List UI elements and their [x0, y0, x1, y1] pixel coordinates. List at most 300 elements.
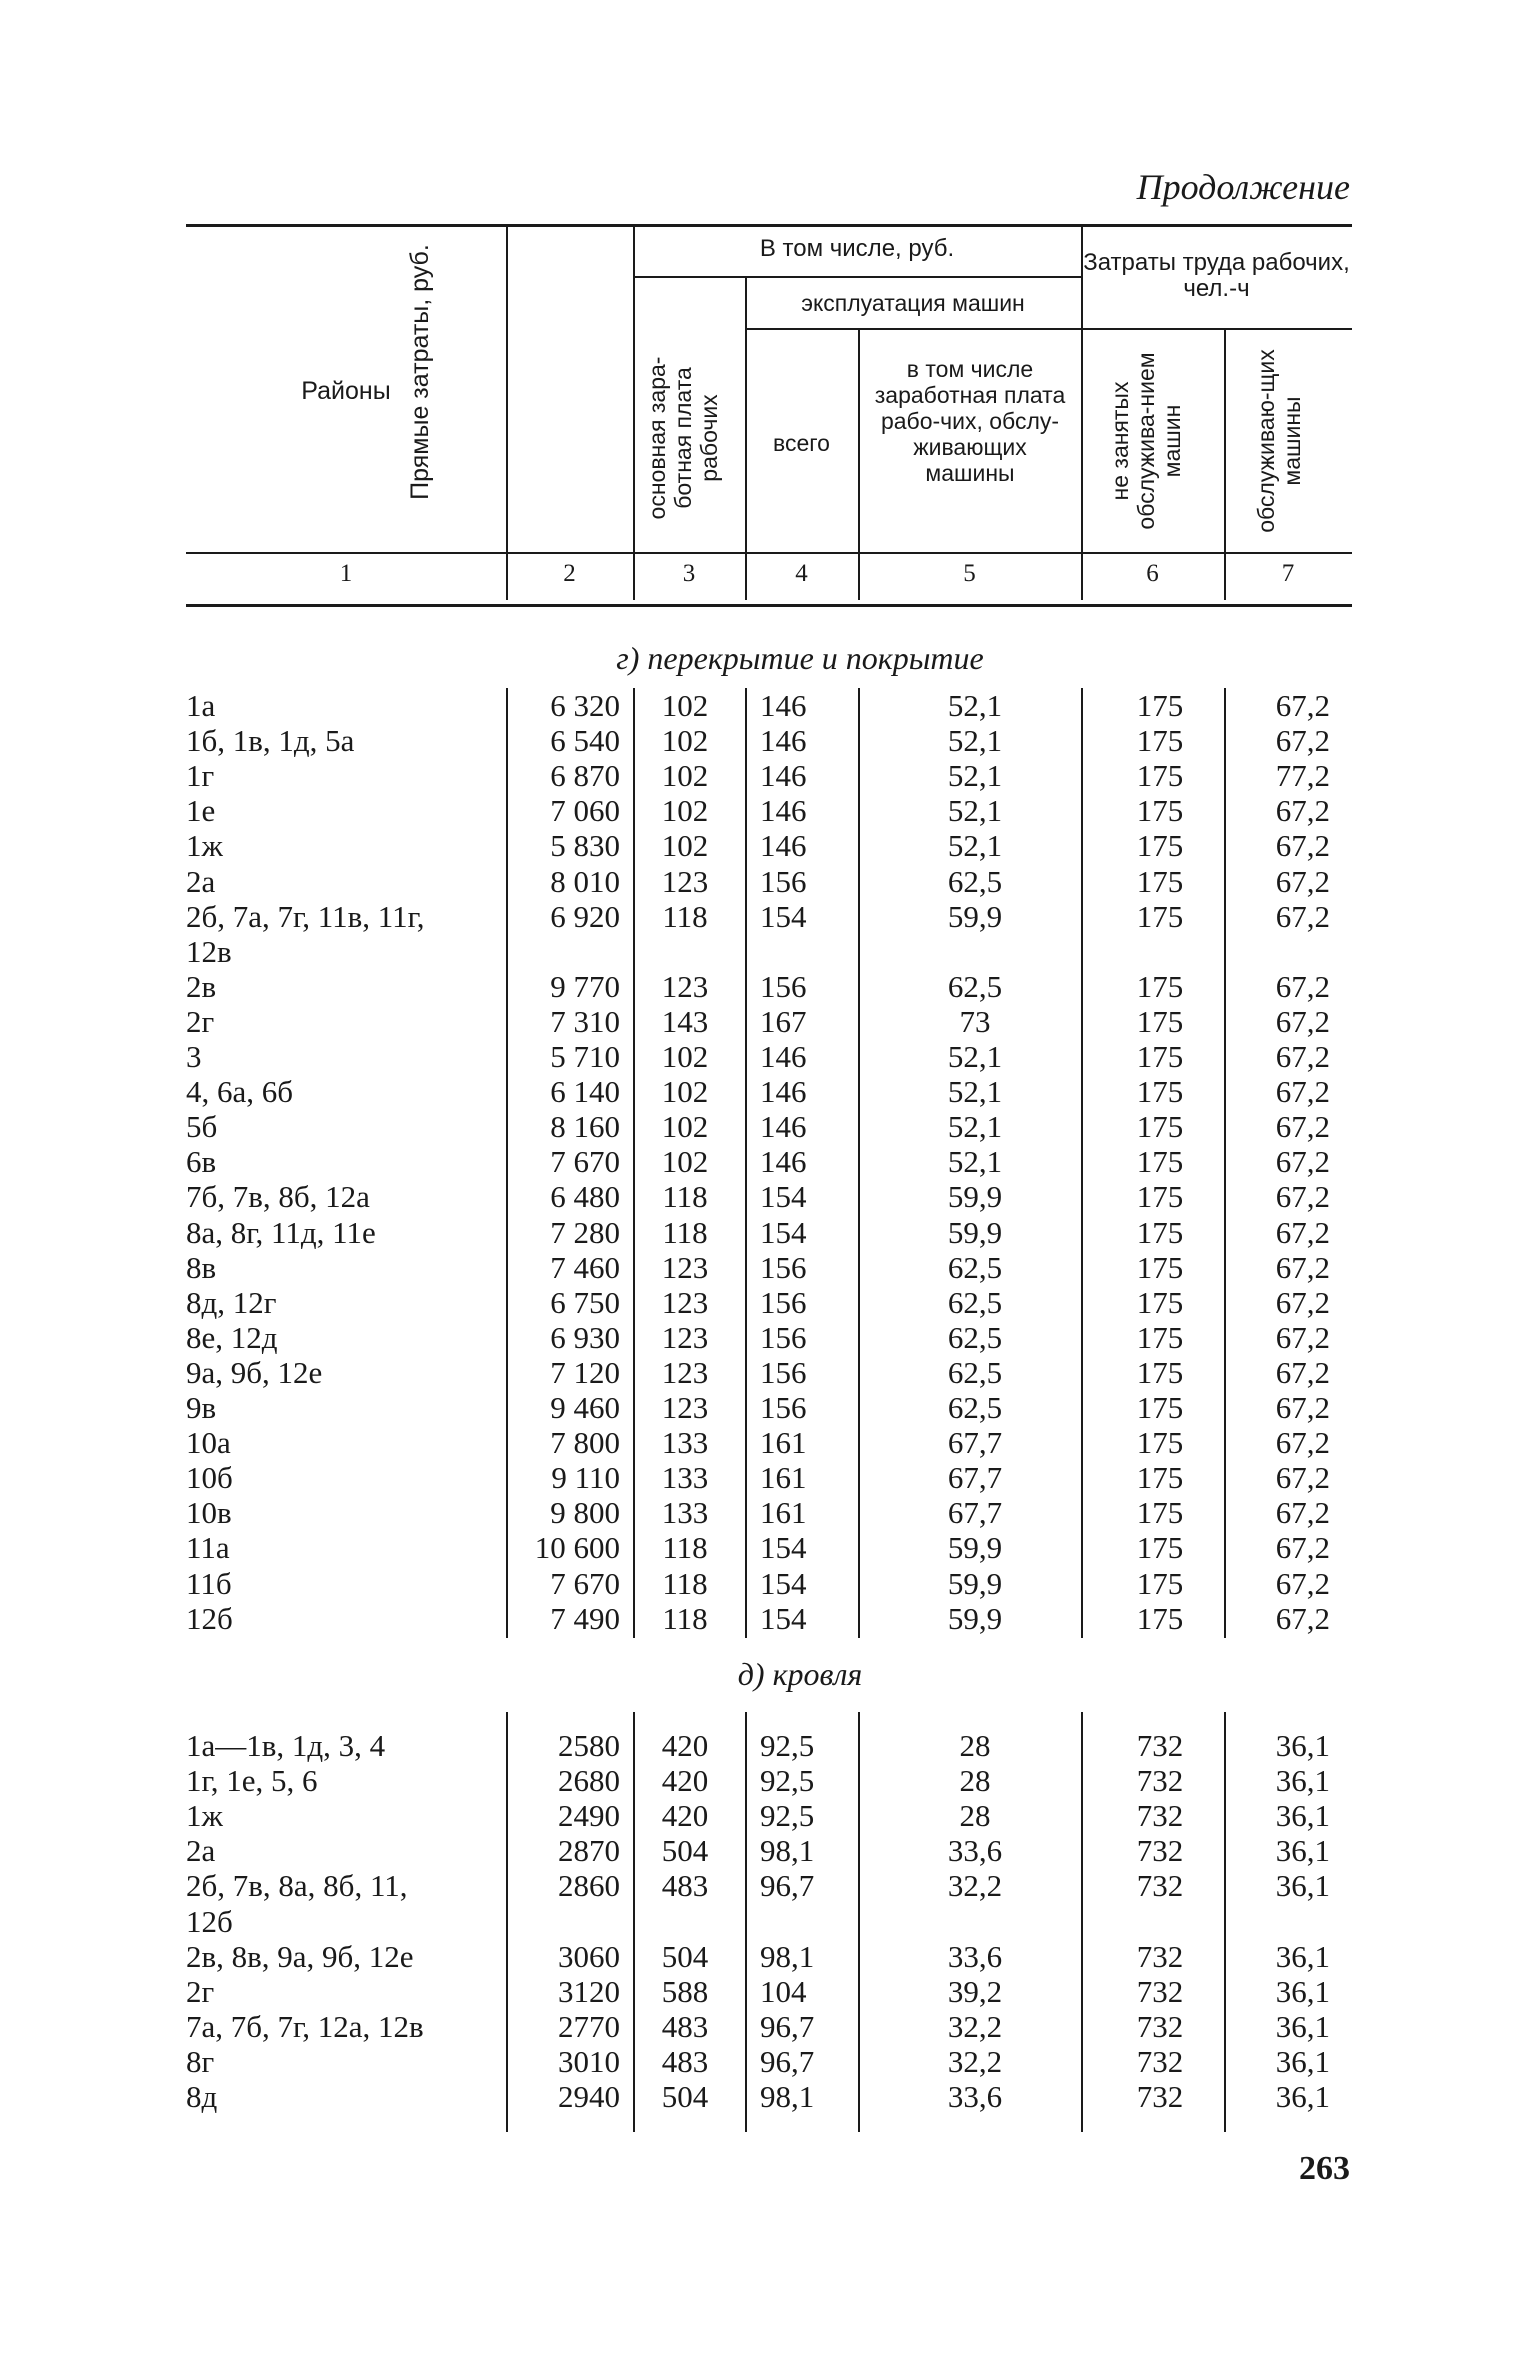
- table-cell-col1: 8д: [186, 2079, 218, 2114]
- table-cell-col1: 4, 6а, 6б: [186, 1074, 294, 1110]
- table-row: [0, 1144, 1536, 1179]
- table-cell-col7: 67,2: [1275, 1460, 1330, 1496]
- table-cell-col2: 6 480: [550, 1179, 620, 1215]
- table-cell-col4: 154: [760, 1600, 807, 1636]
- table-cell-col7: 67,2: [1275, 1109, 1330, 1145]
- table-cell-col6: 175: [1136, 1249, 1184, 1285]
- table-row: [0, 899, 1536, 934]
- table-cell-col5: 52,1: [947, 1039, 1003, 1074]
- table-cell-col2: 6 750: [550, 1284, 620, 1320]
- table-row: [0, 1460, 1536, 1495]
- table-cell-col2: 9 460: [550, 1390, 620, 1425]
- table-cell-col6: 175: [1136, 1354, 1184, 1390]
- table-row: [0, 1179, 1536, 1214]
- table-cell-col4: 161: [760, 1495, 807, 1531]
- table-row: [0, 2079, 1536, 2114]
- table-cell-col6: 732: [1136, 2079, 1184, 2114]
- table-row: [0, 864, 1536, 899]
- table-cell-col2: 3060: [558, 1938, 620, 1974]
- table-cell-col4: 92,5: [760, 1728, 815, 1763]
- table-cell-col3: 123: [661, 863, 709, 899]
- colnum-7: 7: [1281, 560, 1295, 587]
- table-cell-col3: 118: [662, 1214, 708, 1250]
- table-row: [0, 1763, 1536, 1798]
- table-cell-col7: 67,2: [1275, 1495, 1330, 1531]
- table-cell-col1: 8а, 8г, 11д, 11е: [186, 1214, 376, 1250]
- table-cell-col6: 175: [1136, 1284, 1184, 1320]
- table-cell-col5: 33,6: [947, 1938, 1003, 1974]
- table-cell-col4: 146: [760, 1109, 807, 1145]
- table-cell-col7: 67,2: [1275, 1003, 1330, 1039]
- table-row: [0, 688, 1536, 723]
- table-cell-col3: 102: [661, 1109, 709, 1145]
- table-cell-col6: 732: [1136, 1798, 1184, 1834]
- table-cell-col4: 146: [760, 758, 807, 794]
- colnum-2: 2: [563, 560, 576, 587]
- table-cell-col3: 143: [661, 1003, 709, 1039]
- header-incl: В том числе, руб.: [759, 235, 955, 262]
- table-cell-col6: 175: [1136, 1495, 1184, 1531]
- table-cell-col4: 154: [760, 1530, 807, 1566]
- table-cell-col4: 92,5: [760, 1798, 815, 1834]
- section-g-title: г) перекрытие и покрытие: [616, 640, 984, 676]
- table-cell-col6: 175: [1136, 1425, 1184, 1461]
- table-cell-col5: 59,9: [947, 1600, 1003, 1636]
- page-number: 263: [1299, 2150, 1350, 2187]
- table-row: [0, 1109, 1536, 1144]
- table-cell-col3: 123: [661, 1249, 709, 1285]
- table-cell-col2: 6 930: [550, 1319, 620, 1355]
- table-row: [0, 2044, 1536, 2079]
- table-cell-col4: 154: [760, 1179, 807, 1215]
- table-cell-col2: 2860: [558, 1868, 620, 1904]
- table-row: [0, 723, 1536, 758]
- table-row: [0, 2009, 1536, 2044]
- table-cell-col2: 10 600: [534, 1530, 620, 1566]
- table-cell-col3: 504: [661, 1938, 709, 1974]
- table-cell-col1: 10а: [186, 1425, 231, 1461]
- table-cell-col3: 123: [661, 1354, 709, 1390]
- section-d-title: д) кровля: [737, 1656, 863, 1692]
- table-cell-col2: 2770: [558, 2008, 620, 2044]
- table-cell-col2: 6 540: [550, 723, 620, 759]
- table-cell-col4: 154: [760, 1565, 807, 1601]
- table-cell-col6: 175: [1136, 1530, 1184, 1566]
- table-cell-col3: 102: [661, 688, 709, 723]
- table-cell-col7: 36,1: [1275, 1938, 1330, 1974]
- colnum-3: 3: [682, 560, 696, 587]
- table-cell-col4: 156: [760, 968, 807, 1004]
- table-cell-col4: 96,7: [760, 1868, 815, 1904]
- table-cell-col7: 67,2: [1275, 1425, 1330, 1461]
- table-cell-col5: 39,2: [947, 1973, 1003, 2009]
- table-cell-col4: 92,5: [760, 1763, 815, 1799]
- table-row: [0, 1039, 1536, 1074]
- table-cell-col2: 2940: [558, 2079, 620, 2114]
- table-cell-col2: 2490: [558, 1798, 620, 1834]
- table-cell-col6: 175: [1136, 863, 1184, 899]
- table-row: [0, 1939, 1536, 1974]
- table-cell-col6: 175: [1136, 793, 1184, 829]
- table-cell-col7: 67,2: [1275, 1249, 1330, 1285]
- table-cell-col3: 483: [661, 2043, 709, 2079]
- table-cell-col7: 67,2: [1275, 1319, 1330, 1355]
- table-row: [0, 1285, 1536, 1320]
- continuation-label: Продолжение: [1136, 167, 1350, 207]
- table-cell-col1: 2г: [186, 1003, 215, 1039]
- table-cell-col5: 52,1: [947, 723, 1003, 759]
- table-cell-col6: 732: [1136, 1868, 1184, 1904]
- table-cell-col2: 2870: [558, 1833, 620, 1869]
- table-cell-col7: 67,2: [1275, 968, 1330, 1004]
- table-cell-col2: 2580: [558, 1728, 620, 1763]
- table-cell-col6: 175: [1136, 1390, 1184, 1425]
- table-cell-col4: 161: [760, 1460, 807, 1496]
- table-cell-col1: 2а: [186, 863, 216, 899]
- header-exploit: эксплуатация машин: [801, 290, 1025, 316]
- table-cell-col5: 62,5: [947, 1249, 1003, 1285]
- table-cell-col1: 8г: [186, 2043, 215, 2079]
- table-cell-col5: 59,9: [947, 1214, 1003, 1250]
- table-cell-col5: 62,5: [947, 1284, 1003, 1320]
- table-cell-col2: 9 800: [550, 1495, 620, 1531]
- table-cell-col1: 3: [186, 1039, 202, 1074]
- table-cell-col4: 156: [760, 863, 807, 899]
- table-row: [0, 1320, 1536, 1355]
- table-cell-col1: 7а, 7б, 7г, 12а, 12в: [186, 2008, 424, 2044]
- table-cell-col6: 175: [1136, 1565, 1184, 1601]
- table-row: [0, 1798, 1536, 1833]
- table-cell-col7: 67,2: [1275, 863, 1330, 899]
- table-cell-col4: 154: [760, 898, 807, 934]
- table-cell-col1: 11б: [186, 1565, 232, 1601]
- table-cell-col7: 67,2: [1275, 1565, 1330, 1601]
- table-cell-col6: 175: [1136, 1144, 1184, 1180]
- table-cell-col1: 2в, 8в, 9а, 9б, 12е: [186, 1938, 414, 1974]
- header-top-rule: [186, 224, 1352, 227]
- table-cell-col4: 146: [760, 723, 807, 759]
- table-cell-col7: 67,2: [1275, 828, 1330, 864]
- table-cell-col1: 1г: [186, 758, 215, 794]
- table-cell-col7: 67,2: [1275, 723, 1330, 759]
- table-cell-col2: 6 320: [550, 688, 620, 723]
- table-row: [0, 1390, 1536, 1425]
- table-cell-col3: 102: [661, 723, 709, 759]
- table-cell-col4: 154: [760, 1214, 807, 1250]
- table-cell-col6: 732: [1136, 1763, 1184, 1799]
- table-cell-col6: 175: [1136, 1179, 1184, 1215]
- table-cell-col5: 62,5: [947, 863, 1003, 899]
- table-cell-col1: 1ж: [186, 1798, 223, 1834]
- table-cell-col6: 732: [1136, 1728, 1184, 1763]
- table-cell-col1: 2в: [186, 968, 217, 1004]
- table-cell-col1: 12в: [186, 933, 232, 969]
- colnum-6: 6: [1146, 560, 1159, 587]
- table-cell-col5: 59,9: [947, 898, 1003, 934]
- table-cell-col1: 10в: [186, 1495, 232, 1531]
- table-cell-col5: 33,6: [947, 2079, 1003, 2114]
- table-cell-col3: 133: [661, 1495, 709, 1531]
- table-row: [0, 1601, 1536, 1636]
- table-cell-col7: 67,2: [1275, 1600, 1330, 1636]
- table-cell-col1: 1а—1в, 1д, 3, 4: [186, 1728, 386, 1763]
- table-cell-col4: 156: [760, 1390, 807, 1425]
- table-cell-col2: 3010: [558, 2043, 620, 2079]
- table-cell-col1: 12б: [186, 1903, 233, 1939]
- table-cell-col5: 52,1: [947, 1109, 1003, 1145]
- table-row: [0, 1074, 1536, 1109]
- table-row: [0, 1004, 1536, 1039]
- table-cell-col7: 67,2: [1275, 1284, 1330, 1320]
- table-cell-col1: 2б, 7а, 7г, 11в, 11г,: [186, 898, 425, 934]
- exploit-rule: [745, 328, 1081, 330]
- table-cell-col1: 5б: [186, 1109, 218, 1145]
- table-cell-col3: 118: [662, 1530, 708, 1566]
- table-cell-col3: 102: [661, 793, 709, 829]
- table-cell-col4: 167: [760, 1003, 807, 1039]
- table-cell-col2: 6 920: [550, 898, 620, 934]
- table-cell-col7: 67,2: [1275, 688, 1330, 723]
- table-cell-col3: 133: [661, 1460, 709, 1496]
- table-cell-col2: 7 800: [550, 1425, 620, 1461]
- table-cell-col5: 28: [959, 1798, 991, 1834]
- table-cell-col1: 10б: [186, 1460, 233, 1496]
- numbers-bottom-rule: [186, 604, 1352, 607]
- header-regions: Районы: [301, 377, 391, 405]
- table-cell-col4: 98,1: [760, 2079, 815, 2114]
- table-cell-col4: 156: [760, 1284, 807, 1320]
- table-cell-col2: 7 490: [550, 1600, 620, 1636]
- table-cell-col5: 73: [959, 1003, 991, 1039]
- table-cell-col7: 36,1: [1275, 2008, 1330, 2044]
- header-serving: обслуживаю-щих машины: [1253, 349, 1305, 533]
- table-cell-col5: 59,9: [947, 1530, 1003, 1566]
- table-cell-col3: 118: [662, 1565, 708, 1601]
- table-cell-col7: 77,2: [1275, 758, 1330, 794]
- table-cell-col2: 7 120: [550, 1354, 620, 1390]
- table-cell-col1: 8е, 12д: [186, 1319, 278, 1355]
- table-cell-col7: 36,1: [1275, 1728, 1330, 1763]
- table-cell-col3: 504: [661, 2079, 709, 2114]
- table-cell-col5: 67,7: [947, 1460, 1003, 1496]
- table-cell-col3: 420: [661, 1798, 709, 1834]
- header-labor: Затраты труда рабочих, чел.-ч: [1083, 249, 1350, 302]
- colnum-1: 1: [339, 560, 353, 587]
- table-cell-col6: 175: [1136, 1319, 1184, 1355]
- table-cell-col1: 1ж: [186, 828, 223, 864]
- table-cell-col2: 7 060: [550, 793, 620, 829]
- table-row: [0, 1530, 1536, 1565]
- table-cell-col5: 52,1: [947, 758, 1003, 794]
- table-cell-col3: 420: [661, 1763, 709, 1799]
- table-cell-col5: 28: [959, 1728, 991, 1763]
- table-cell-col4: 146: [760, 828, 807, 864]
- table-cell-col3: 504: [661, 1833, 709, 1869]
- table-cell-col1: 9в: [186, 1390, 217, 1425]
- table-row: [0, 828, 1536, 863]
- header-direct: Прямые затраты, руб.: [406, 244, 434, 500]
- table-cell-col1: 7б, 7в, 8б, 12а: [186, 1179, 370, 1215]
- table-cell-col2: 2680: [558, 1763, 620, 1799]
- table-row: [0, 1728, 1536, 1763]
- table-cell-col6: 175: [1136, 968, 1184, 1004]
- table-cell-col1: 2а: [186, 1833, 216, 1869]
- table-row: [0, 1495, 1536, 1530]
- table-cell-col3: 118: [662, 898, 708, 934]
- table-cell-col7: 36,1: [1275, 1798, 1330, 1834]
- table-cell-col2: 9 110: [551, 1460, 620, 1496]
- table-cell-col5: 52,1: [947, 1144, 1003, 1180]
- table-cell-col4: 104: [760, 1973, 807, 2009]
- table-cell-col5: 62,5: [947, 968, 1003, 1004]
- table-cell-col2: 5 830: [550, 828, 620, 864]
- table-cell-col3: 102: [661, 758, 709, 794]
- header-total: всего: [773, 430, 830, 456]
- table-cell-col4: 98,1: [760, 1833, 815, 1869]
- table-row: [0, 1250, 1536, 1285]
- table-cell-col5: 62,5: [947, 1319, 1003, 1355]
- table-cell-col6: 175: [1136, 1460, 1184, 1496]
- table-cell-col2: 8 160: [550, 1109, 620, 1145]
- table-cell-col3: 123: [661, 1390, 709, 1425]
- table-row: [0, 1566, 1536, 1601]
- table-cell-col3: 420: [661, 1728, 709, 1763]
- table-cell-col6: 175: [1136, 723, 1184, 759]
- table-cell-col5: 32,2: [947, 2043, 1003, 2079]
- table-cell-col7: 36,1: [1275, 1833, 1330, 1869]
- table-row: [0, 1904, 1536, 1939]
- table-cell-col7: 67,2: [1275, 1390, 1330, 1425]
- table-cell-col1: 2г: [186, 1973, 215, 2009]
- table-cell-col7: 67,2: [1275, 793, 1330, 829]
- table-row: [0, 1355, 1536, 1390]
- table-cell-col5: 52,1: [947, 828, 1003, 864]
- table-cell-col7: 67,2: [1275, 1214, 1330, 1250]
- table-cell-col7: 67,2: [1275, 1074, 1330, 1110]
- table-row: [0, 793, 1536, 828]
- table-cell-col5: 32,2: [947, 1868, 1003, 1904]
- table-cell-col3: 123: [661, 968, 709, 1004]
- table-cell-col7: 36,1: [1275, 1973, 1330, 2009]
- table-cell-col6: 175: [1136, 688, 1184, 723]
- table-cell-col4: 156: [760, 1249, 807, 1285]
- table-cell-col7: 67,2: [1275, 1039, 1330, 1074]
- table-cell-col5: 32,2: [947, 2008, 1003, 2044]
- table-cell-col2: 5 710: [550, 1039, 620, 1074]
- table-cell-col4: 96,7: [760, 2008, 815, 2044]
- table-row: [0, 969, 1536, 1004]
- table-cell-col7: 36,1: [1275, 1868, 1330, 1904]
- table-cell-col5: 62,5: [947, 1354, 1003, 1390]
- table-cell-col5: 52,1: [947, 793, 1003, 829]
- table-cell-col6: 175: [1136, 1600, 1184, 1636]
- table-cell-col4: 161: [760, 1425, 807, 1461]
- table-cell-col5: 33,6: [947, 1833, 1003, 1869]
- table-cell-col3: 102: [661, 1074, 709, 1110]
- header-exploit-wage: в том числе заработная плата рабо-чих, обслу-живающих машины: [874, 356, 1066, 486]
- table-row: [0, 758, 1536, 793]
- table-cell-col1: 9а, 9б, 12е: [186, 1354, 323, 1390]
- table-row: [0, 1833, 1536, 1868]
- table-cell-col6: 175: [1136, 1109, 1184, 1145]
- table-cell-col3: 102: [661, 1039, 709, 1074]
- table-cell-col3: 483: [661, 1868, 709, 1904]
- table-cell-col4: 146: [760, 688, 807, 723]
- table-cell-col3: 133: [661, 1425, 709, 1461]
- table-cell-col6: 732: [1136, 1973, 1184, 2009]
- table-cell-col3: 118: [662, 1179, 708, 1215]
- table-cell-col5: 52,1: [947, 1074, 1003, 1110]
- header-vrule-2: [633, 226, 635, 600]
- table-cell-col3: 483: [661, 2008, 709, 2044]
- table-cell-col6: 732: [1136, 1938, 1184, 1974]
- table-cell-col5: 59,9: [947, 1565, 1003, 1601]
- table-cell-col6: 175: [1136, 828, 1184, 864]
- table-cell-col1: 6в: [186, 1144, 217, 1180]
- table-cell-col4: 156: [760, 1319, 807, 1355]
- table-cell-col3: 102: [661, 1144, 709, 1180]
- header-vrule-1: [506, 226, 508, 600]
- table-cell-col3: 123: [661, 1319, 709, 1355]
- table-cell-col6: 175: [1136, 898, 1184, 934]
- labor-rule: [1081, 328, 1352, 330]
- colnum-5: 5: [963, 560, 976, 587]
- table-cell-col2: 7 280: [550, 1214, 620, 1250]
- table-cell-col1: 1г, 1е, 5, 6: [186, 1763, 318, 1799]
- table-cell-col7: 67,2: [1275, 1144, 1330, 1180]
- table-cell-col1: 1б, 1в, 1д, 5а: [186, 723, 355, 759]
- table-cell-col4: 156: [760, 1354, 807, 1390]
- table-cell-col6: 732: [1136, 2043, 1184, 2079]
- table-cell-col6: 175: [1136, 758, 1184, 794]
- table-cell-col2: 7 310: [550, 1003, 620, 1039]
- table-cell-col6: 175: [1136, 1074, 1184, 1110]
- table-cell-col4: 96,7: [760, 2043, 815, 2079]
- table-cell-col2: 6 870: [550, 758, 620, 794]
- table-cell-col6: 732: [1136, 2008, 1184, 2044]
- table-cell-col3: 123: [661, 1284, 709, 1320]
- table-cell-col6: 732: [1136, 1833, 1184, 1869]
- table-cell-col1: 8д, 12г: [186, 1284, 277, 1320]
- table-cell-col3: 588: [661, 1973, 709, 2009]
- table-cell-col4: 98,1: [760, 1938, 815, 1974]
- table-cell-col2: 6 140: [550, 1074, 620, 1110]
- table-cell-col6: 175: [1136, 1214, 1184, 1250]
- incl-rule: [633, 276, 1081, 278]
- table-row: [0, 1215, 1536, 1250]
- table-cell-col7: 36,1: [1275, 2043, 1330, 2079]
- table-cell-col2: 7 460: [550, 1249, 620, 1285]
- table-cell-col2: 7 670: [550, 1144, 620, 1180]
- header-not-busy: не занятых обслужива-нием машин: [1107, 352, 1185, 530]
- table-cell-col2: 7 670: [550, 1565, 620, 1601]
- colnum-4: 4: [795, 560, 808, 587]
- table-cell-col3: 102: [661, 828, 709, 864]
- header-bottom-rule: [186, 552, 1352, 554]
- header-wage: основная зара-ботная плата рабочих: [644, 356, 722, 520]
- table-cell-col7: 36,1: [1275, 1763, 1330, 1799]
- table-cell-col5: 52,1: [947, 688, 1003, 723]
- table-cell-col7: 67,2: [1275, 1354, 1330, 1390]
- table-cell-col1: 8в: [186, 1249, 217, 1285]
- table-cell-col5: 28: [959, 1763, 991, 1799]
- table-cell-col7: 67,2: [1275, 1530, 1330, 1566]
- table-cell-col1: 11а: [186, 1530, 230, 1566]
- table-cell-col7: 67,2: [1275, 898, 1330, 934]
- table-cell-col1: 2б, 7в, 8а, 8б, 11,: [186, 1868, 408, 1904]
- table-cell-col1: 12б: [186, 1600, 233, 1636]
- table-cell-col1: 1е: [186, 793, 216, 829]
